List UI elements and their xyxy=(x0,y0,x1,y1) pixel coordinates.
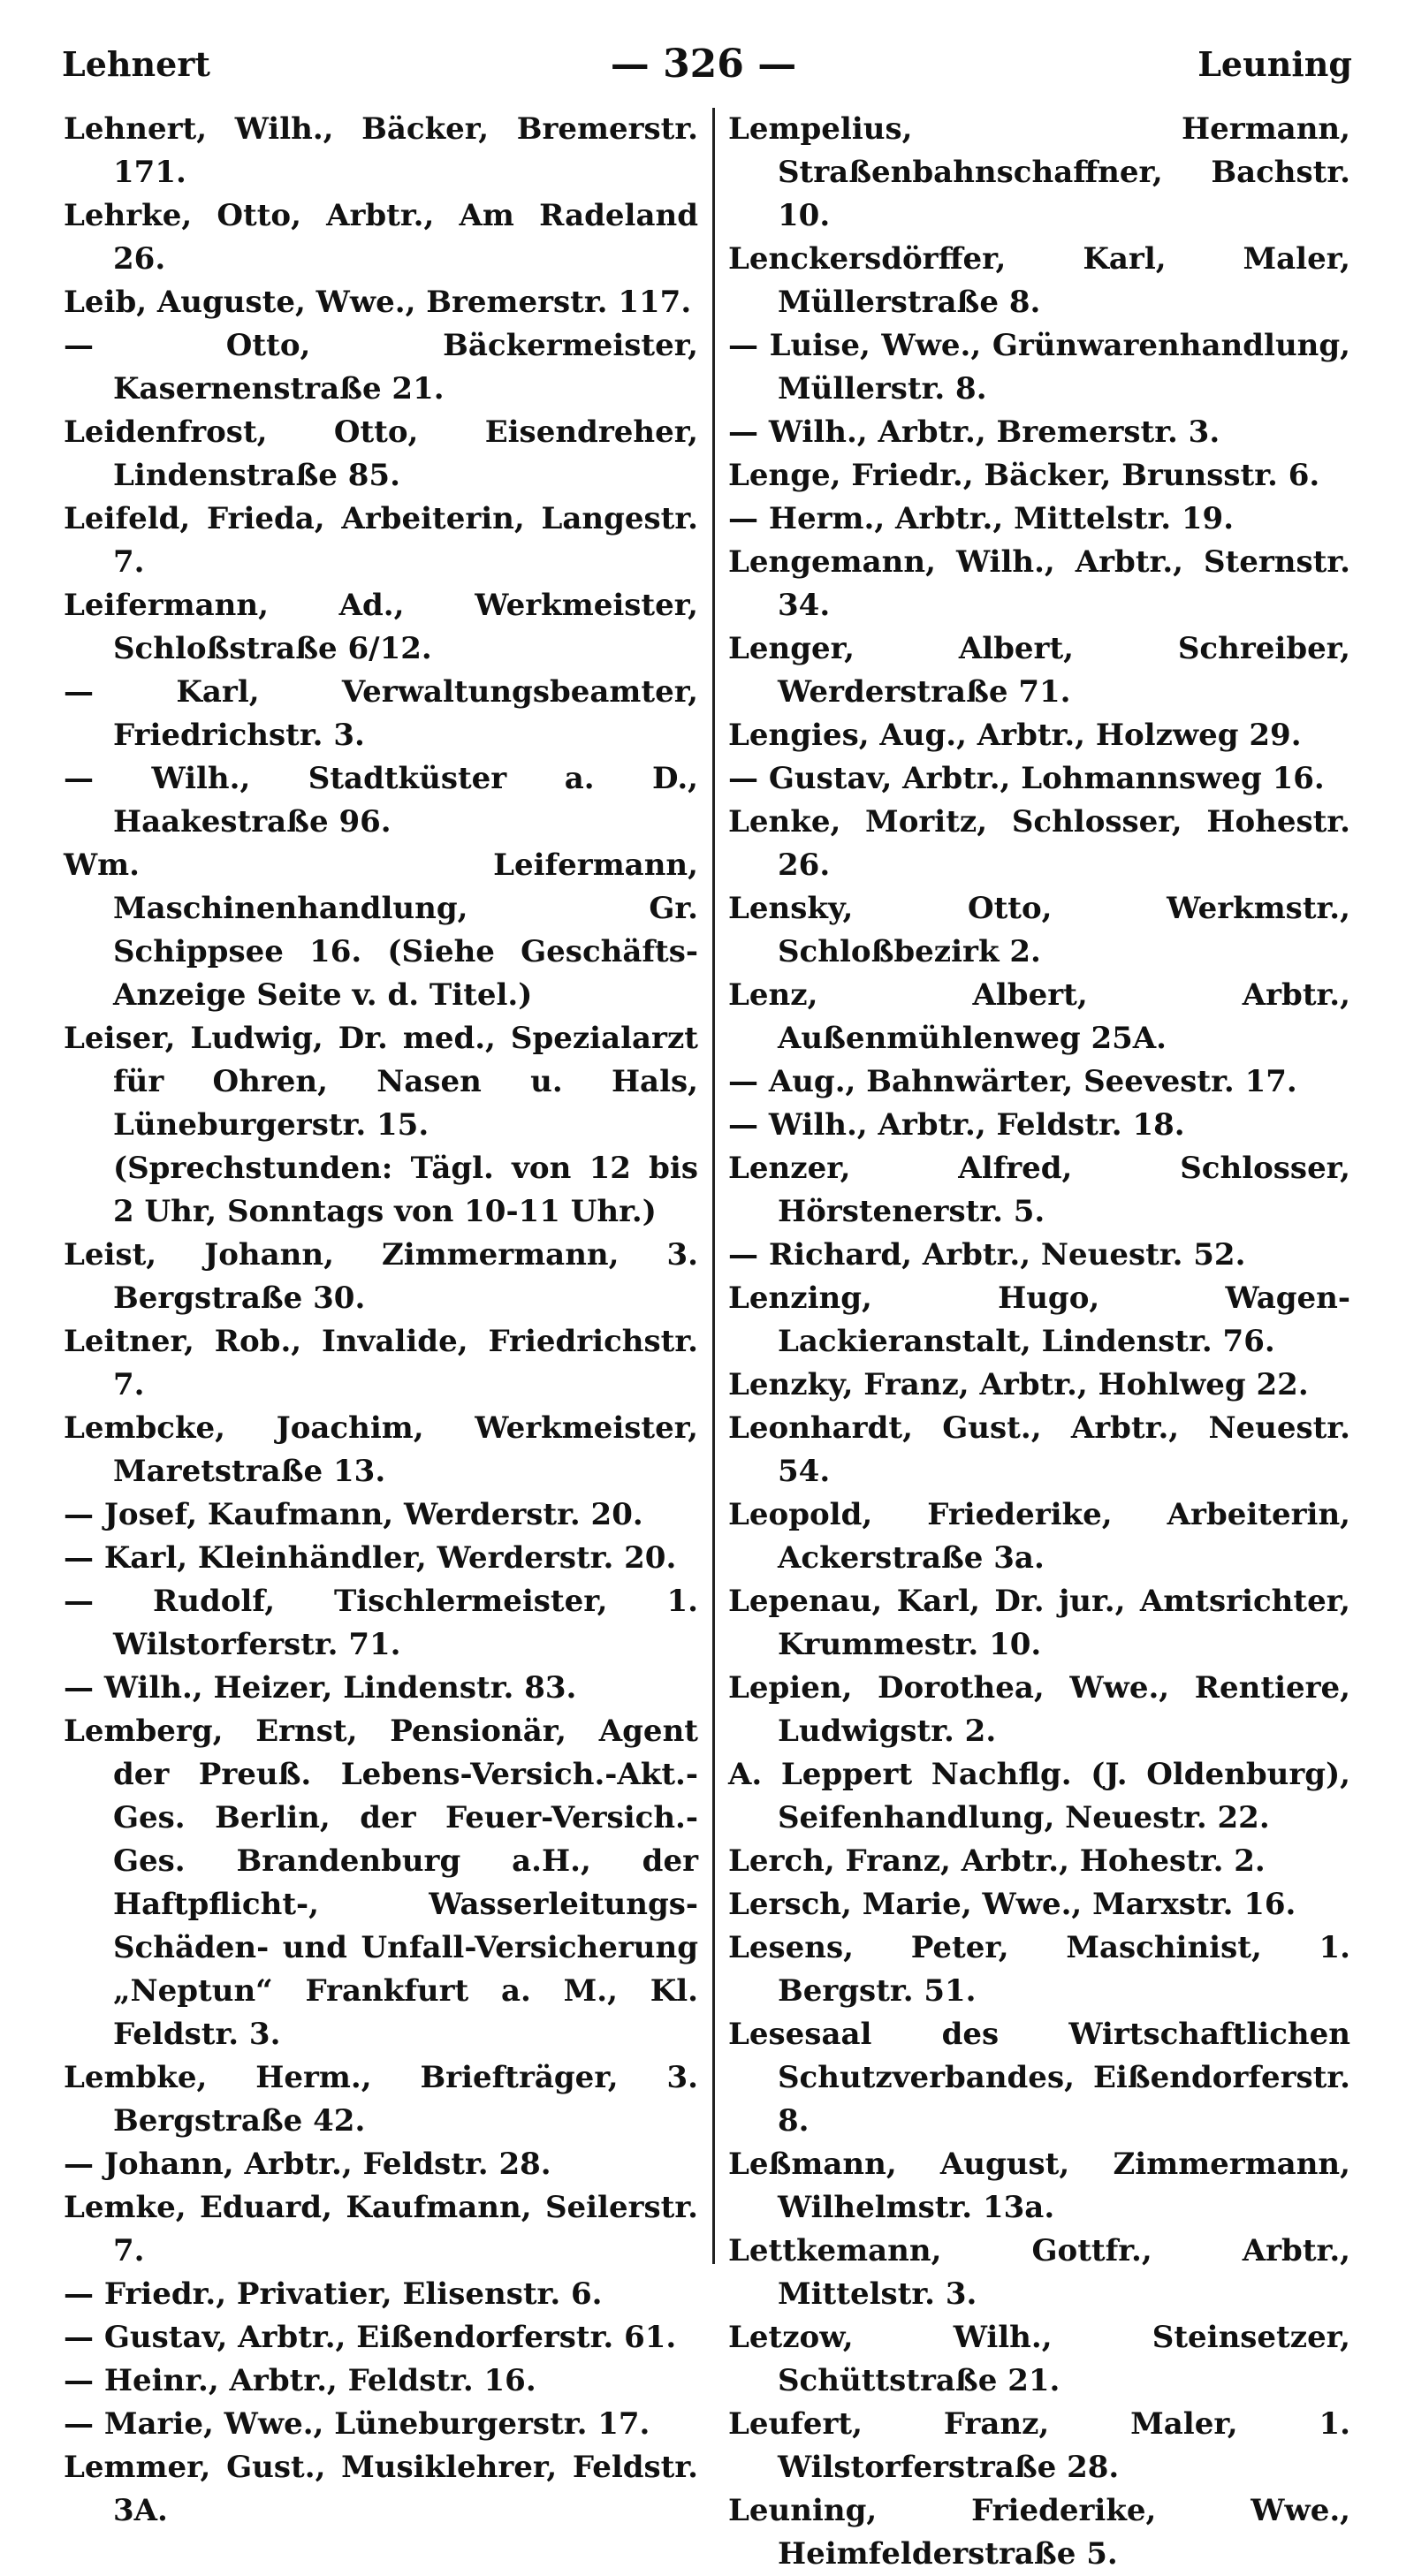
directory-entry: Leuning, Friederike, Wwe., Heimfelderstraße 5. xyxy=(728,2493,1350,2572)
page-number: — 326 — xyxy=(610,42,797,87)
directory-entry: — Marie, Wwe., Lüneburgerstr. 17. xyxy=(64,2406,650,2442)
directory-entry: Lesens, Peter, Maschinist, 1. Bergstr. 51. xyxy=(728,1930,1350,2009)
directory-entry: Lensky, Otto, Werkmstr., Schloßbezirk 2. xyxy=(728,891,1350,969)
right-column xyxy=(728,108,1350,2572)
directory-entry: — Rudolf, Tischlermeister, 1. Wilstorferstr. 71. xyxy=(64,1584,698,1662)
directory-entry: — Josef, Kaufmann, Werderstr. 20. xyxy=(64,1497,643,1532)
directory-entry: Leidenfrost, Otto, Eisendreher, Lindenstraße 85. xyxy=(64,414,698,493)
directory-entry: Lersch, Marie, Wwe., Marxstr. 16. xyxy=(728,1887,1296,1922)
directory-entry: Lepien, Dorothea, Wwe., Rentiere, Ludwigstr. 2. xyxy=(728,1670,1350,1749)
left-column xyxy=(64,108,698,2528)
directory-entry: Lenzing, Hugo, Wagen-Lackieranstalt, Lindenstr. 76. xyxy=(728,1280,1350,1359)
directory-entry: Lembcke, Joachim, Werkmeister, Maretstraße 13. xyxy=(64,1410,698,1489)
directory-entry: — Karl, Verwaltungsbeamter, Friedrichstr. 3. xyxy=(64,674,698,753)
directory-entry: Lenckersdörffer, Karl, Maler, Müllerstraße 8. xyxy=(728,241,1350,320)
directory-entry: (Sprechstunden: Tägl. von 12 bis 2 Uhr, Sonntags von 10-11 Uhr.) xyxy=(113,1151,698,1229)
directory-entry: — Johann, Arbtr., Feldstr. 28. xyxy=(64,2147,551,2182)
directory-entry: — Friedr., Privatier, Elisenstr. 6. xyxy=(64,2276,603,2312)
directory-entry: Lehrke, Otto, Arbtr., Am Radeland 26. xyxy=(64,198,698,277)
directory-entry: Leitner, Rob., Invalide, Friedrichstr. 7. xyxy=(64,1324,698,1402)
directory-entry: — Heinr., Arbtr., Feldstr. 16. xyxy=(64,2363,536,2398)
directory-entry: A. Leppert Nachflg. (J. Oldenburg), Seifenhandlung, Neuestr. 22. xyxy=(728,1757,1350,1835)
directory-entry: Lenzky, Franz, Arbtr., Hohlweg 22. xyxy=(728,1367,1309,1402)
directory-entry: Lepenau, Karl, Dr. jur., Amtsrichter, Krummestr. 10. xyxy=(728,1584,1350,1662)
directory-entry: Leufert, Franz, Maler, 1. Wilstorferstraße 28. xyxy=(728,2406,1350,2485)
directory-entry: Lemberg, Ernst, Pensionär, Agent der Preuß. Lebens-Versich.-Akt.-Ges. Berlin, der Feuer-Versich.-Ges. Brandenburg a.H., der Haftpflicht-, Wasserleitungs-Schäden- und Unfall-Versicherung „Neptun“ Frankfurt a. M., Kl. Feldstr. 3. xyxy=(64,1714,698,2052)
directory-entry: Lerch, Franz, Arbtr., Hohestr. 2. xyxy=(728,1843,1266,1879)
directory-entry: Leiser, Ludwig, Dr. med., Spezialarzt für Ohren, Nasen u. Hals, Lüneburgerstr. 15. xyxy=(64,1021,698,1143)
column-divider xyxy=(712,108,715,2264)
directory-entry: — Richard, Arbtr., Neuestr. 52. xyxy=(728,1237,1246,1273)
directory-entry: Lettkemann, Gottfr., Arbtr., Mittelstr. 3. xyxy=(728,2233,1350,2312)
header-first-entry: Lehnert xyxy=(62,44,210,84)
entries-area xyxy=(64,108,1350,2572)
directory-entry: Wm. Leifermann, Maschinenhandlung, Gr. Schippsee 16. (Siehe Geschäfts-Anzeige Seite v. d. Titel.) xyxy=(64,847,698,1013)
directory-entry: — Otto, Bäckermeister, Kasernenstraße 21. xyxy=(64,328,698,407)
directory-entry: — Gustav, Arbtr., Lohmannsweg 16. xyxy=(728,761,1325,796)
directory-entry: Leopold, Friederike, Arbeiterin, Ackerstraße 3a. xyxy=(728,1497,1350,1576)
directory-entry: — Aug., Bahnwärter, Seevestr. 17. xyxy=(728,1064,1297,1099)
directory-entry: Lenger, Albert, Schreiber, Werderstraße 71. xyxy=(728,631,1350,710)
directory-entry: Leifeld, Frieda, Arbeiterin, Langestr. 7. xyxy=(64,501,698,580)
directory-entry: Lembke, Herm., Briefträger, 3. Bergstraße 42. xyxy=(64,2060,698,2139)
directory-entry: Lenke, Moritz, Schlosser, Hohestr. 26. xyxy=(728,804,1350,883)
directory-entry: Leonhardt, Gust., Arbtr., Neuestr. 54. xyxy=(728,1410,1350,1489)
directory-entry: Lehnert, Wilh., Bäcker, Bremerstr. 171. xyxy=(64,111,698,190)
page-header xyxy=(55,34,1352,95)
directory-entry: Leist, Johann, Zimmermann, 3. Bergstraße 30. xyxy=(64,1237,698,1316)
directory-entry: — Gustav, Arbtr., Eißendorferstr. 61. xyxy=(64,2320,677,2355)
directory-entry: — Luise, Wwe., Grünwarenhandlung, Müllerstr. 8. xyxy=(728,328,1350,407)
directory-entry: Lesesaal des Wirtschaftlichen Schutzverbandes, Eißendorferstr. 8. xyxy=(728,2017,1350,2139)
directory-entry: Leifermann, Ad., Werkmeister, Schloßstraße 6/12. xyxy=(64,588,698,666)
directory-entry: Leib, Auguste, Wwe., Bremerstr. 117. xyxy=(64,285,692,320)
directory-entry: Leßmann, August, Zimmermann, Wilhelmstr. 13a. xyxy=(728,2147,1350,2225)
directory-entry: Lempelius, Hermann, Straßenbahnschaffner, Bachstr. 10. xyxy=(728,111,1350,233)
directory-entry: Lenzer, Alfred, Schlosser, Hörstenerstr. 5. xyxy=(728,1151,1350,1229)
directory-entry: — Wilh., Arbtr., Bremerstr. 3. xyxy=(728,414,1220,450)
directory-entry: Letzow, Wilh., Steinsetzer, Schüttstraße 21. xyxy=(728,2320,1350,2398)
directory-entry: — Karl, Kleinhändler, Werderstr. 20. xyxy=(64,1540,677,1576)
directory-entry: Lemmer, Gust., Musiklehrer, Feldstr. 3A. xyxy=(64,2450,698,2528)
directory-entry: Lenge, Friedr., Bäcker, Brunsstr. 6. xyxy=(728,458,1320,493)
directory-entry: — Wilh., Stadtküster a. D., Haakestraße 96. xyxy=(64,761,698,840)
directory-entry: — Wilh., Arbtr., Feldstr. 18. xyxy=(728,1107,1185,1143)
directory-entry: Lenz, Albert, Arbtr., Außenmühlenweg 25A. xyxy=(728,977,1350,1056)
directory-entry: Lemke, Eduard, Kaufmann, Seilerstr. 7. xyxy=(64,2190,698,2268)
directory-entry: — Wilh., Heizer, Lindenstr. 83. xyxy=(64,1670,577,1706)
header-last-entry: Leuning xyxy=(1197,44,1352,84)
directory-entry: Lengies, Aug., Arbtr., Holzweg 29. xyxy=(728,718,1302,753)
directory-entry: Lengemann, Wilh., Arbtr., Sternstr. 34. xyxy=(728,544,1350,623)
directory-entry: — Herm., Arbtr., Mittelstr. 19. xyxy=(728,501,1235,536)
